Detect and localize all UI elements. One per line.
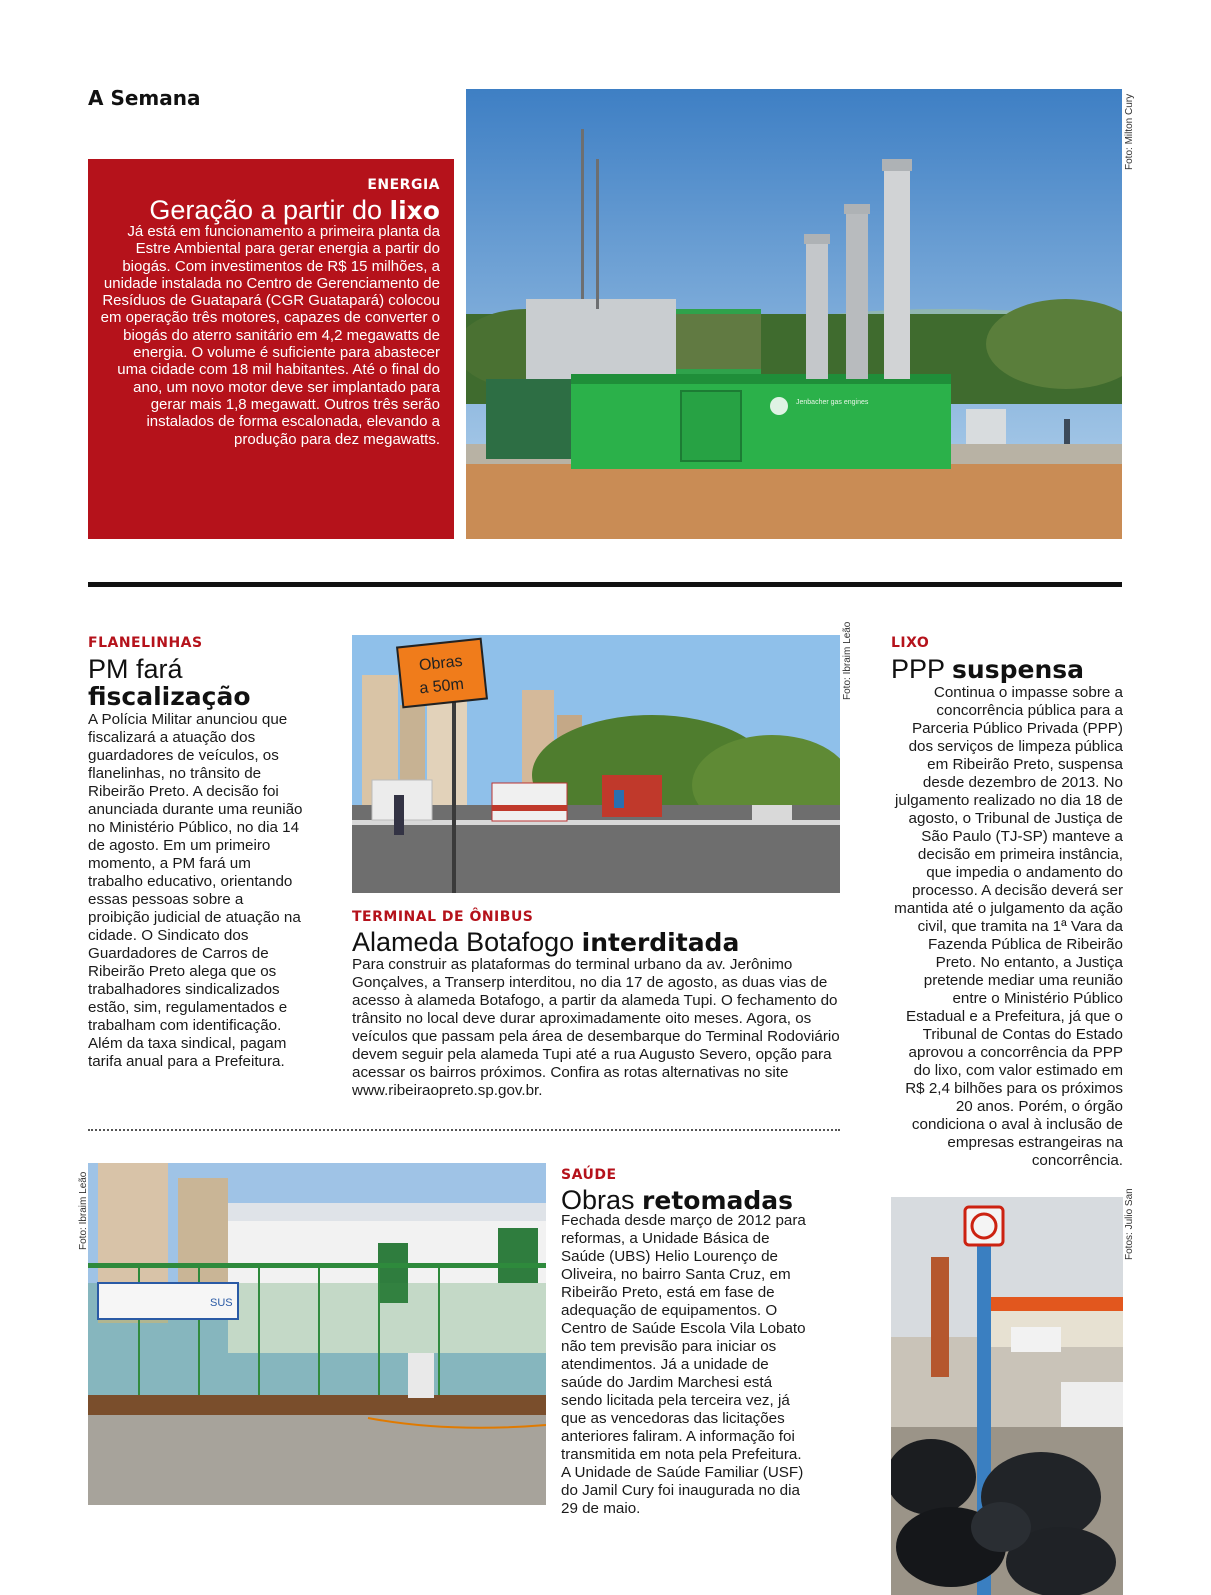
- terminal-headline: [352, 929, 739, 956]
- energia-kicker: ENERGIA: [367, 177, 440, 193]
- energia-box: [88, 159, 454, 539]
- saude-headline-bold: retomadas: [642, 1186, 794, 1215]
- lixo-headline-bold: suspensa: [952, 655, 1085, 684]
- flanelinhas-headline-bold: fiscalização: [88, 682, 251, 711]
- sign-line2: a 50m: [418, 675, 465, 698]
- flanelinhas-kicker: FLANELINHAS: [88, 635, 203, 651]
- terminal-photo-credit: Foto: Ibraim Leão: [842, 621, 853, 700]
- saude-photo-credit: Foto: Ibraim Leão: [78, 1171, 89, 1250]
- saude-headline-light: Obras: [561, 1185, 643, 1215]
- lixo-body: Continua o impasse sobre a concorrência pública para a Parceria Público Privada (PPP) dos serviços de limpeza pública em Ribeirão Preto, suspensa desde dezembro de 2013. No julgamento realizado no dia 18 de agosto, o Tribunal de Justiça de São Paulo (TJ-SP) manteve a decisão em primeira instância, que impedia o andamento do processo. A decisão deverá ser mantida até o julgamento da ação civil, que tramita na 1ª Vara da Fazenda Pública de Ribeirão Preto. No entanto, a Justiça pretende mediar uma reunião entre o Ministério Público Estadual e a Prefeitura, já que o Tribunal de Contas do Estado aprovou a concorrência da PPP do lixo, com valor estimado em R$ 2,4 bilhões para os próximos 20 anos. Porém, o órgão condiciona o aval à inclusão de empresas estrangeiras na concorrência.: [894, 684, 1123, 1169]
- terminal-photo: [352, 635, 840, 893]
- energia-photo-credit: Foto: Milton Cury: [1124, 93, 1135, 170]
- saude-body: Fechada desde março de 2012 para reformas, a Unidade Básica de Saúde (UBS) Helio Lourenço de Oliveira, no bairro Santa Cruz, em Ribeirão Preto, está em fase de adequação de equipamentos. O Centro de Saúde Escola Vila Lobato não tem previsão para iniciar os atendimentos. Já a unidade de saúde do Jardim Marchesi está sendo licitada pela terceira vez, já que as vencedoras das licitações anteriores faliram. A informação foi transmitida em nota pela Prefeitura. A Unidade de Saúde Familiar (USF) do Jamil Cury foi inaugurada no dia 29 de maio.: [561, 1212, 806, 1517]
- lixo-headline: [891, 656, 1084, 683]
- lixo-kicker: LIXO: [891, 635, 930, 651]
- terminal-headline-light: Alameda Botafogo: [352, 927, 582, 957]
- flanelinhas-headline: [88, 656, 251, 710]
- terminal-headline-bold: interditada: [581, 928, 740, 957]
- lixo-headline-light: PPP: [891, 654, 953, 684]
- section-divider: [88, 582, 1122, 587]
- banner-text: SUS: [210, 1297, 233, 1309]
- energia-headline-bold: lixo: [389, 196, 440, 225]
- dotted-separator: [88, 1129, 840, 1131]
- saude-photo: [88, 1163, 546, 1505]
- terminal-kicker: TERMINAL DE ÔNIBUS: [352, 909, 534, 925]
- terminal-body: Para construir as plataformas do terminal urbano da av. Jerônimo Gonçalves, a Transerp interditou, no dia 17 de agosto, as duas vias de acesso à alameda Botafogo, a partir da alameda Tupi. O fechamento do trânsito no local deve durar aproximadamente oito meses. Agora, os veículos que passam pela área de desembarque do Terminal Rodoviário devem seguir pela alameda Tupi até a rua Augusto Severo, opção para acessar os bairros próximos. Confira as rotas alternativas no site www.ribeiraopreto.sp.gov.br.: [352, 956, 840, 1099]
- section-label: A Semana: [88, 86, 201, 110]
- saude-kicker: SAÚDE: [561, 1167, 617, 1183]
- flanelinhas-body: A Polícia Militar anunciou que fiscalizará a atuação dos guardadores de veículos, os flanelinhas, no trânsito de Ribeirão Preto. A decisão foi anunciada durante uma reunião no Ministério Público, no dia 14 de agosto. Em um primeiro momento, a PM fará um trabalho educativo, orientando essas pessoas sobre a proibição judicial de atuação na cidade. O Sindicato dos Guardadores de Carros de Ribeirão Preto alega que os trabalhadores sindicalizados estão, sim, regulamentados e trabalham com identificação. Além da taxa sindical, pagam tarifa anual para a Prefeitura.: [88, 711, 303, 1070]
- energia-headline-light: Geração a partir do: [149, 195, 390, 225]
- container-text: Jenbacher gas engines: [796, 399, 869, 406]
- flanelinhas-headline-light: PM fará: [88, 654, 183, 684]
- energia-body: Já está em funcionamento a primeira planta da Estre Ambiental para gerar energia a partir do biogás. Com investimentos de R$ 15 milhões, a unidade instalada no Centro de Gerenciamento de Resíduos de Guatapará (CGR Guatapará) colocou em operação três motores, capazes de converter o biogás do aterro sanitário em 4,2 megawatts de energia. O volume é suficiente para abastecer uma cidade com 18 mil habitantes. Até o final do ano, um novo motor deve ser implantado para gerar mais 1,8 megawatt. Outros três serão instalados de forma escalonada, elevando a produção para dez megawatts.: [100, 223, 440, 448]
- lixo-photo: [891, 1197, 1123, 1595]
- energia-headline: [149, 197, 440, 224]
- sign-line1: Obras: [418, 652, 464, 675]
- lixo-photo-credit: Fotos: Julio San: [1124, 1188, 1135, 1260]
- saude-headline: [561, 1187, 793, 1214]
- energia-photo: [466, 89, 1122, 539]
